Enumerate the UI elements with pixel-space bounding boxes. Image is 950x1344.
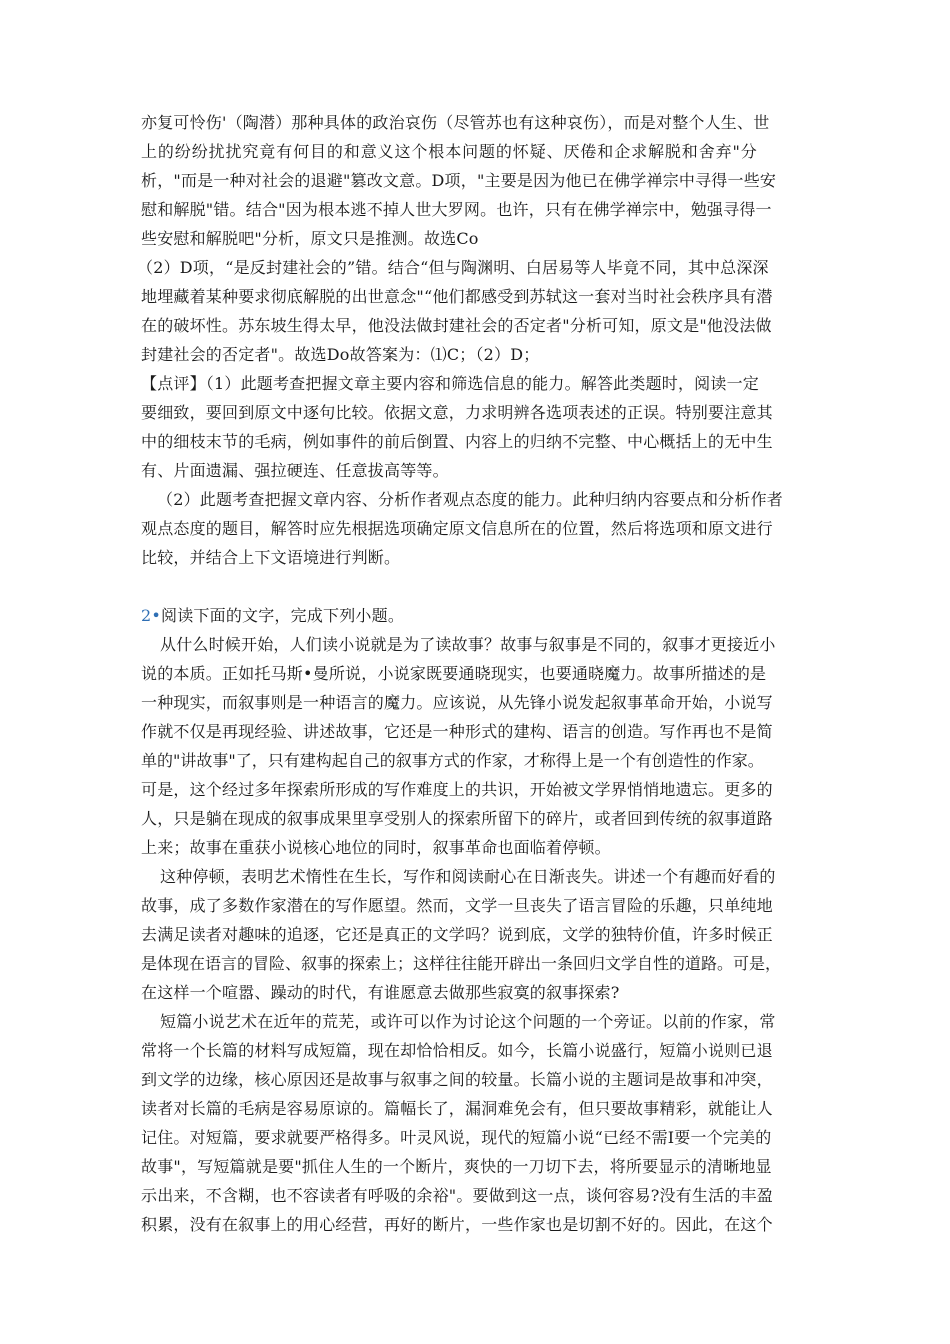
passage-line: 故事"，写短篇就是要"抓住人生的一个断片，爽快的一刀切下去，将所要显示的清晰地显: [141, 1157, 772, 1176]
passage-line: 故事，成了多数作家潜在的写作愿望。然而，文学一旦丧失了语言冒险的乐趣，只单纯地: [141, 896, 773, 915]
passage-line: 作就不仅是再现经验、讲述故事，它还是一种形式的建构、语言的创造。写作再也不是简: [141, 722, 773, 741]
passage-line: 单的"讲故事"了，只有建构起自己的叙事方式的作家，才称得上是一个有创造性的作家。: [141, 751, 764, 770]
text-line: 亦复可怜伤'（陶潜）那种具体的政治哀伤（尽管苏也有这种哀伤），而是对整个人生、世: [141, 113, 770, 132]
passage-line: 示出来，不含糊，也不容读者有呼吸的余裕"。要做到这一点，谈何容易?没有生活的丰盈: [141, 1186, 773, 1205]
passage-line: 人，只是躺在现成的叙事成果里享受别人的探索所留下的碎片，或者回到传统的叙事道路: [141, 809, 773, 828]
passage-line: 一种现实，而叙事则是一种语言的魔力。应该说，从先锋小说发起叙事革命开始，小说写: [141, 693, 773, 712]
comment-line: 要细致，要回到原文中逐句比较。依据文意，力求明辨各选项表述的正误。特别要注意其: [141, 403, 773, 422]
passage-line: 积累，没有在叙事上的用心经营，再好的断片，一些作家也是切割不好的。因此，在这个: [141, 1215, 773, 1234]
text-line: 地埋藏着某种要求彻底解脱的出世意念"“他们都感受到苏轼这一套对当时社会秩序具有潜: [141, 287, 773, 306]
passage-line: 从什么时候开始，人们读小说就是为了读故事？故事与叙事是不同的，叙事才更接近小: [160, 635, 776, 654]
question-heading: [141, 606, 404, 626]
comment-line: （2）此题考查把握文章内容、分析作者观点态度的能力。此种归纳内容要点和分析作者: [157, 490, 783, 509]
text-line: 慰和解脱"错。结合"因为根本逃不掉人世大罗网。也许，只有在佛学禅宗中，勉强寻得一: [141, 200, 772, 219]
text-line: 上的纷纷扰扰究竟有何目的和意义这个根本问题的怀疑、厌倦和企求解脱和舍弃"分: [141, 142, 758, 161]
text-line: （2）D项，“是反封建社会的”错。结合“但与陶渊明、白居易等人毕竟不同，其中总深深: [137, 258, 769, 277]
passage-line: 常将一个长篇的材料写成短篇，现在却恰恰相反。如今，长篇小说盛行，短篇小说则已退: [141, 1041, 773, 1060]
passage-line: 上来；故事在重获小说核心地位的同时，叙事革命也面临着停顿。: [141, 838, 611, 857]
passage-line: 可是，这个经过多年探索所形成的写作难度上的共识，开始被文学界悄悄地遗忘。更多的: [141, 780, 773, 799]
passage-line: 说的本质。正如托马斯•曼所说，小说家既要通晓现实，也要通晓魔力。故事所描述的是: [141, 664, 767, 683]
passage-line: 去满足读者对趣味的追逐，它还是真正的文学吗？说到底，文学的独特价值，许多时候正: [141, 925, 773, 944]
comment-line: 中的细枝末节的毛病，例如事件的前后倒置、内容上的归纳不完整、中心概括上的无中生: [141, 432, 773, 451]
text-line: 些安慰和解脱吧"分析，原文只是推测。故选Co: [141, 229, 479, 248]
passage-line: 到文学的边缘，核心原因还是故事与叙事之间的较量。长篇小说的主题词是故事和冲突，: [141, 1070, 773, 1089]
comment-line: 【点评】（1）此题考查把握文章主要内容和筛选信息的能力。解答此类题时，阅读一定: [141, 374, 759, 393]
text-line: 在的破坏性。苏东坡生得太早，他没法做封建社会的否定者"分析可知，原文是"他没法做: [141, 316, 772, 335]
text-line: 封建社会的否定者"。故选Do故答案为：⑴C；（2）D；: [141, 345, 540, 364]
passage-line: 记住。对短篇，要求就要严格得多。叶灵风说，现代的短篇小说“已经不需I要一个完美的: [141, 1128, 772, 1147]
question-prompt: 阅读下面的文字，完成下列小题。: [161, 606, 405, 625]
text-line: 析，"而是一种对社会的退避"篡改文意。D项，"主要是因为他已在佛学禅宗中寻得一些安: [141, 171, 777, 190]
comment-line: 比较，并结合上下文语境进行判断。: [141, 548, 401, 567]
passage-line: 在这样一个喧嚣、躁动的时代，有谁愿意去做那些寂寞的叙事探索?: [141, 983, 620, 1002]
question-number: 2•: [141, 606, 162, 625]
passage-line: 是体现在语言的冒险、叙事的探索上；这样往往能开辟出一条回归文学自性的道路。可是，: [141, 954, 782, 973]
passage-line: 这种停顿，表明艺术惰性在生长，写作和阅读耐心在日渐丧失。讲述一个有趣而好看的: [160, 867, 776, 886]
passage-line: 短篇小说艺术在近年的荒芜，或许可以作为讨论这个问题的一个旁证。以前的作家，常: [160, 1012, 776, 1031]
comment-line: 有、片面遗漏、强拉硬连、任意拔高等等。: [141, 461, 449, 480]
passage-line: 读者对长篇的毛病是容易原谅的。篇幅长了，漏洞难免会有，但只要故事精彩，就能让人: [141, 1099, 773, 1118]
comment-line: 观点态度的题目，解答时应先根据选项确定原文信息所在的位置，然后将选项和原文进行: [141, 519, 773, 538]
